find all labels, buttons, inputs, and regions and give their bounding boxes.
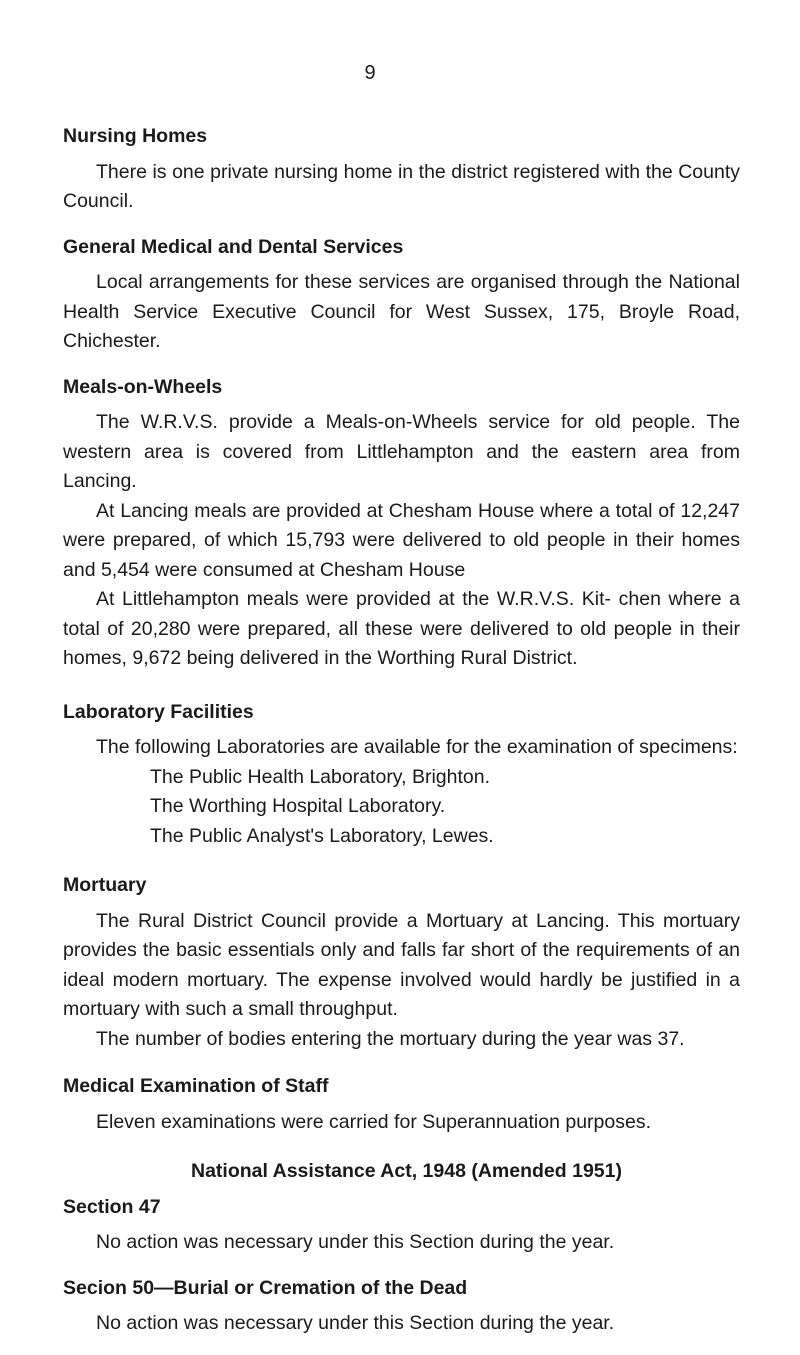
section-national-assistance-act <box>63 1157 740 1187</box>
section-47 <box>63 1193 740 1258</box>
paragraph: No action was necessary under this Section during the year. <box>96 1231 615 1253</box>
section-heading: Mortuary <box>63 874 147 896</box>
paragraph: No action was necessary under this Section during the year. <box>96 1312 615 1334</box>
section-heading: National Assistance Act, 1948 (Amended 1951) <box>191 1160 622 1182</box>
paragraph: Eleven examinations were carried for Superannuation purposes. <box>96 1110 651 1133</box>
section-heading: Secion 50—Burial or Cremation of the Dead <box>63 1276 468 1299</box>
list-item: The Worthing Hospital Laboratory. <box>150 795 446 817</box>
section-mortuary <box>63 871 740 1054</box>
section-heading: Meals-on-Wheels <box>63 375 223 398</box>
section-nursing-homes <box>63 122 740 217</box>
section-medical-dental <box>63 233 740 357</box>
section-heading: Laboratory Facilities <box>63 700 254 723</box>
section-laboratory-facilities <box>63 698 740 852</box>
paragraph: The number of bodies entering the mortuary during the year was 37. <box>96 1027 685 1050</box>
paragraph: At Littlehampton meals were provided at the W.R.V.S. Kit- chen where a total of 20,280 were prepared, all these were delivered to old people in their homes, 9,672 being delivered in the Worthing Rural District. <box>63 588 740 669</box>
page-number: 9 <box>364 62 376 84</box>
section-heading: Medical Examination of Staff <box>63 1075 329 1097</box>
laboratory-list <box>63 763 740 852</box>
section-heading: Nursing Homes <box>63 125 208 147</box>
section-heading: Section 47 <box>63 1195 161 1218</box>
paragraph: There is one private nursing home in the district registered with the County Council. <box>63 160 740 212</box>
section-medical-examination <box>63 1072 740 1137</box>
paragraph: The Rural District Council provide a Mortuary at Lancing. This mortuary provides the basic essentials only and falls far short of the requirements of an ideal modern mortuary. The expense involved would hardly be justified in a mortuary with such a small throughput. <box>63 909 740 1020</box>
paragraph: Local arrangements for these services are organised through the National Health Service Executive Council for West Sussex, 175, Broyle Road, Chichester. <box>63 271 740 352</box>
section-heading: General Medical and Dental Services <box>63 235 404 258</box>
section-50 <box>63 1274 740 1339</box>
list-item: The Public Analyst's Laboratory, Lewes. <box>150 824 494 847</box>
section-meals-on-wheels <box>63 373 740 674</box>
document-body <box>63 122 740 1355</box>
paragraph: The following Laboratories are available for the examination of specimens: <box>96 736 738 758</box>
list-item: The Public Health Laboratory, Brighton. <box>150 765 490 788</box>
paragraph: At Lancing meals are provided at Chesham House where a total of 12,247 were prepared, of which 15,793 were delivered to old people in their homes and 5,454 were consumed at Chesham House <box>63 499 740 581</box>
paragraph: The W.R.V.S. provide a Meals-on-Wheels service for old people. The western area is covered from Littlehampton and the eastern area from Lancing. <box>63 411 740 492</box>
